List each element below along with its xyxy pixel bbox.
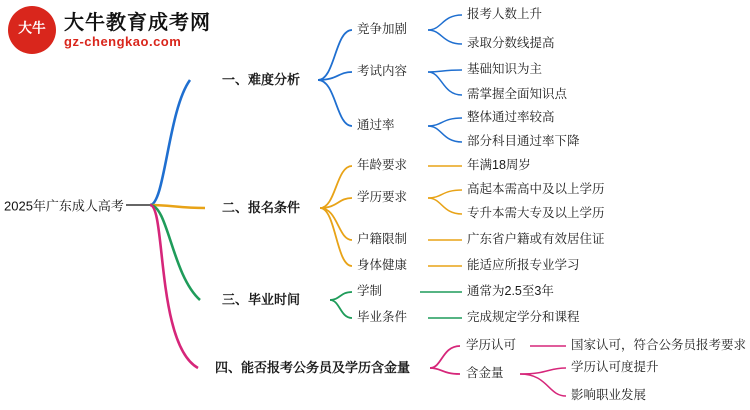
branch-label-2[interactable]: 二、报名条件 <box>222 199 301 215</box>
branch-label-4[interactable]: 四、能否报考公务员及学历含金量 <box>215 359 411 375</box>
brand-name: 大牛教育成考网 <box>64 12 211 34</box>
leaf-4-2-2[interactable]: 影响职业发展 <box>571 388 647 403</box>
branch-label-1[interactable]: 一、难度分析 <box>222 71 301 87</box>
leaf-3-2-1[interactable]: 完成规定学分和课程 <box>467 310 580 325</box>
subnode-3-1[interactable]: 学制 <box>357 284 383 299</box>
leaf-4-1-1[interactable]: 国家认可，符合公务员报考要求 <box>571 338 747 353</box>
leaf-1-1-2[interactable]: 录取分数线提高 <box>467 36 555 51</box>
leaf-1-2-1[interactable]: 基础知识为主 <box>467 62 543 77</box>
leaf-2-4-1[interactable]: 能适应所报专业学习 <box>467 258 580 273</box>
subnode-2-4[interactable]: 身体健康 <box>357 258 408 273</box>
subnode-2-2[interactable]: 学历要求 <box>357 190 408 205</box>
subnode-3-2[interactable]: 毕业条件 <box>357 310 408 325</box>
leaf-1-3-2[interactable]: 部分科目通过率下降 <box>467 134 580 149</box>
subnode-1-2[interactable]: 考试内容 <box>357 64 408 79</box>
leaf-2-2-1[interactable]: 高起本需高中及以上学历 <box>467 182 605 197</box>
brand-site-url: gz-chengkao.com <box>64 34 182 49</box>
leaf-1-1-1[interactable]: 报考人数上升 <box>467 7 543 22</box>
subnode-2-3[interactable]: 户籍限制 <box>357 232 408 247</box>
subnode-4-1[interactable]: 学历认可 <box>466 338 517 353</box>
leaf-2-3-1[interactable]: 广东省户籍或有效居住证 <box>467 232 605 247</box>
subnode-1-1[interactable]: 竞争加剧 <box>357 22 408 37</box>
subnode-4-2[interactable]: 含金量 <box>466 366 504 381</box>
subnode-2-1[interactable]: 年龄要求 <box>357 158 408 173</box>
brand-logo <box>8 6 223 56</box>
logo-mark-text: 大牛 <box>18 21 46 37</box>
branch-label-3[interactable]: 三、毕业时间 <box>222 291 301 307</box>
subnode-1-3[interactable]: 通过率 <box>357 118 395 133</box>
logo-mark <box>8 6 56 54</box>
leaf-1-3-1[interactable]: 整体通过率较高 <box>467 110 555 125</box>
leaf-2-2-2[interactable]: 专升本需大专及以上学历 <box>467 206 605 221</box>
leaf-1-2-2[interactable]: 需掌握全面知识点 <box>467 87 568 102</box>
leaf-3-1-1[interactable]: 通常为2.5至3年 <box>467 284 554 299</box>
leaf-2-1-1[interactable]: 年满18周岁 <box>467 158 531 173</box>
mindmap-root[interactable]: 2025年广东成人高考 <box>4 198 124 214</box>
leaf-4-2-1[interactable]: 学历认可度提升 <box>571 360 659 375</box>
